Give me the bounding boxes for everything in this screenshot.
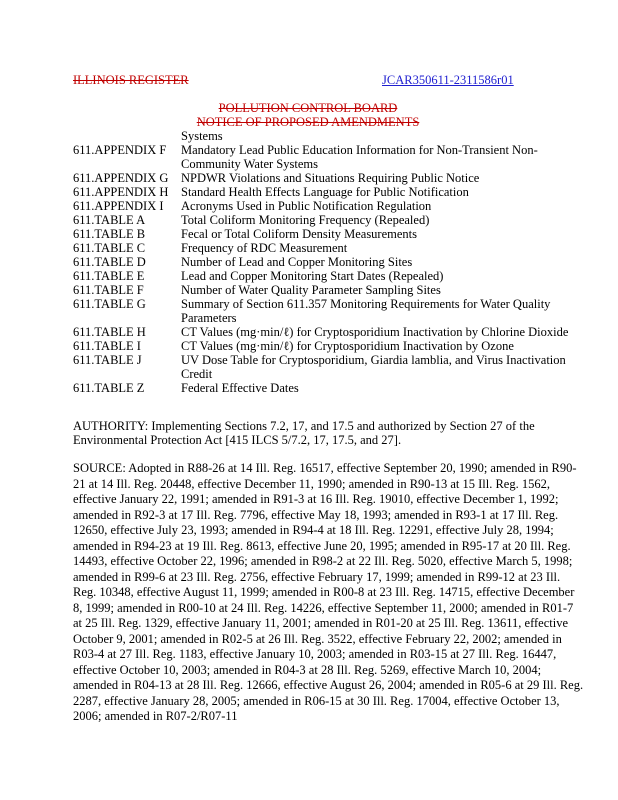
toc-row bbox=[73, 213, 583, 227]
toc-label bbox=[73, 129, 181, 143]
toc-row bbox=[73, 255, 583, 269]
toc-row bbox=[73, 353, 583, 381]
toc-text: Federal Effective Dates bbox=[181, 381, 299, 395]
source-paragraph: SOURCE: Adopted in R88-26 at 14 Ill. Reg. 16517, effective September 20, 1990; amended in R90-21 at 14 Ill. Reg. 20448, effective December 11, 1990; amended in R90-13 at 15 Ill. Reg. 1562, effective January 22, 1991; amended in R91-3 at 16 Ill. Reg. 19010, effective December 1, 1992; amended in R92-3 at 17 Ill. Reg. 7796, effective May 18, 1993; amended in R93-1 at 17 Ill. Reg. 12650, effective July 23, 1993; amended in R94-4 at 18 Ill. Reg. 12291, effective July 28, 1994; amended in R94-23 at 19 Ill. Reg. 8613, effective June 20, 1995; amended in R95-17 at 20 Ill. Reg. 14493, effective October 22, 1996; amended in R98-2 at 22 Ill. Reg. 5020, effective March 5, 1998; amended in R99-6 at 23 Ill. Reg. 2756, effective February 17, 1999; amended in R99-12 at 23 Ill. Reg. 10348, effective August 11, 1999; amended in R00-8 at 23 Ill. Reg. 14715, effective December 8, 1999; amended in R00-10 at 24 Ill. Reg. 14226, effective September 11, 2000; amended in R01-7 at 25 Ill. Reg. 1329, effective January 11, 2001; amended in R01-20 at 25 Ill. Reg. 13611, effective October 9, 2001; amended in R02-5 at 26 Ill. Reg. 3522, effective February 22, 2002; amended in R03-4 at 27 Ill. Reg. 1183, effective January 10, 2003; amended in R03-15 at 27 Ill. Reg. 16447, effective October 10, 2003; amended in R04-3 at 28 Ill. Reg. 5269, effective March 10, 2004; amended in R04-13 at 28 Ill. Reg. 12666, effective August 26, 2004; amended in R05-6 at 29 Ill. Reg. 2287, effective January 28, 2005; amended in R06-15 at 30 Ill. Reg. 17004, effective October 13, 2006; amended in R07-2/R07-11 bbox=[73, 461, 584, 723]
toc-row bbox=[73, 283, 583, 297]
toc-row bbox=[73, 171, 583, 185]
toc-label: 611.APPENDIX I bbox=[73, 199, 164, 213]
toc-row bbox=[73, 325, 583, 339]
toc-text: Fecal or Total Coliform Density Measurements bbox=[181, 227, 417, 241]
toc-text: Frequency of RDC Measurement bbox=[181, 241, 348, 255]
toc-label: 611.TABLE D bbox=[73, 255, 146, 269]
register-header: ILLINOIS REGISTER bbox=[73, 73, 189, 87]
toc-label: 611.APPENDIX G bbox=[73, 171, 169, 185]
toc-row bbox=[73, 143, 583, 171]
toc-text: Mandatory Lead Public Education Information for Non-Transient Non-Community Water Systems bbox=[181, 143, 538, 171]
agency-title: POLLUTION CONTROL BOARD bbox=[218, 101, 398, 115]
toc-label: 611.TABLE H bbox=[73, 325, 146, 339]
toc-text: Lead and Copper Monitoring Start Dates (Repealed) bbox=[181, 269, 444, 283]
toc-label: 611.APPENDIX H bbox=[73, 185, 169, 199]
toc-label: 611.TABLE B bbox=[73, 227, 146, 241]
toc-label: 611.TABLE G bbox=[73, 297, 146, 311]
toc-text: Number of Water Quality Parameter Sampling Sites bbox=[181, 283, 441, 297]
toc-row bbox=[73, 297, 583, 325]
toc-row bbox=[73, 381, 583, 395]
toc-row bbox=[73, 185, 583, 199]
toc-text: UV Dose Table for Cryptosporidium, Giardia lamblia, and Virus Inactivation Credit bbox=[181, 353, 566, 381]
jcar-code-link[interactable]: JCAR350611-2311586r01 bbox=[382, 73, 514, 87]
toc-text: Total Coliform Monitoring Frequency (Repealed) bbox=[181, 213, 430, 227]
toc-text: Systems bbox=[181, 129, 223, 143]
toc-label: 611.TABLE F bbox=[73, 283, 144, 297]
toc-text: Acronyms Used in Public Notification Regulation bbox=[181, 199, 432, 213]
toc-text: CT Values (mg·min/ℓ) for Cryptosporidium Inactivation by Ozone bbox=[181, 339, 514, 353]
toc-label: 611.TABLE C bbox=[73, 241, 146, 255]
toc-label: 611.TABLE I bbox=[73, 339, 141, 353]
toc-text: Summary of Section 611.357 Monitoring Requirements for Water Quality Parameters bbox=[181, 297, 551, 325]
toc-row bbox=[73, 227, 583, 241]
toc-row bbox=[73, 129, 583, 143]
toc-text: NPDWR Violations and Situations Requiring Public Notice bbox=[181, 171, 480, 185]
toc-label: 611.TABLE E bbox=[73, 269, 145, 283]
authority-paragraph: AUTHORITY: Implementing Sections 7.2, 17, and 17.5 and authorized by Section 27 of the Environmental Protection Act [415 ILCS 5/7.2, 17, 17.5, and 27]. bbox=[73, 419, 535, 447]
toc-label: 611.TABLE J bbox=[73, 353, 142, 367]
toc-text: Standard Health Effects Language for Public Notification bbox=[181, 185, 469, 199]
toc-row bbox=[73, 241, 583, 255]
toc-label: 611.TABLE Z bbox=[73, 381, 145, 395]
toc-label: 611.TABLE A bbox=[73, 213, 146, 227]
toc-row bbox=[73, 199, 583, 213]
table-of-contents bbox=[73, 129, 583, 395]
toc-label: 611.APPENDIX F bbox=[73, 143, 167, 157]
toc-row bbox=[73, 269, 583, 283]
toc-text: Number of Lead and Copper Monitoring Sites bbox=[181, 255, 413, 269]
toc-text: CT Values (mg·min/ℓ) for Cryptosporidium Inactivation by Chlorine Dioxide bbox=[181, 325, 569, 339]
notice-title: NOTICE OF PROPOSED AMENDMENTS bbox=[196, 115, 420, 129]
toc-row bbox=[73, 339, 583, 353]
